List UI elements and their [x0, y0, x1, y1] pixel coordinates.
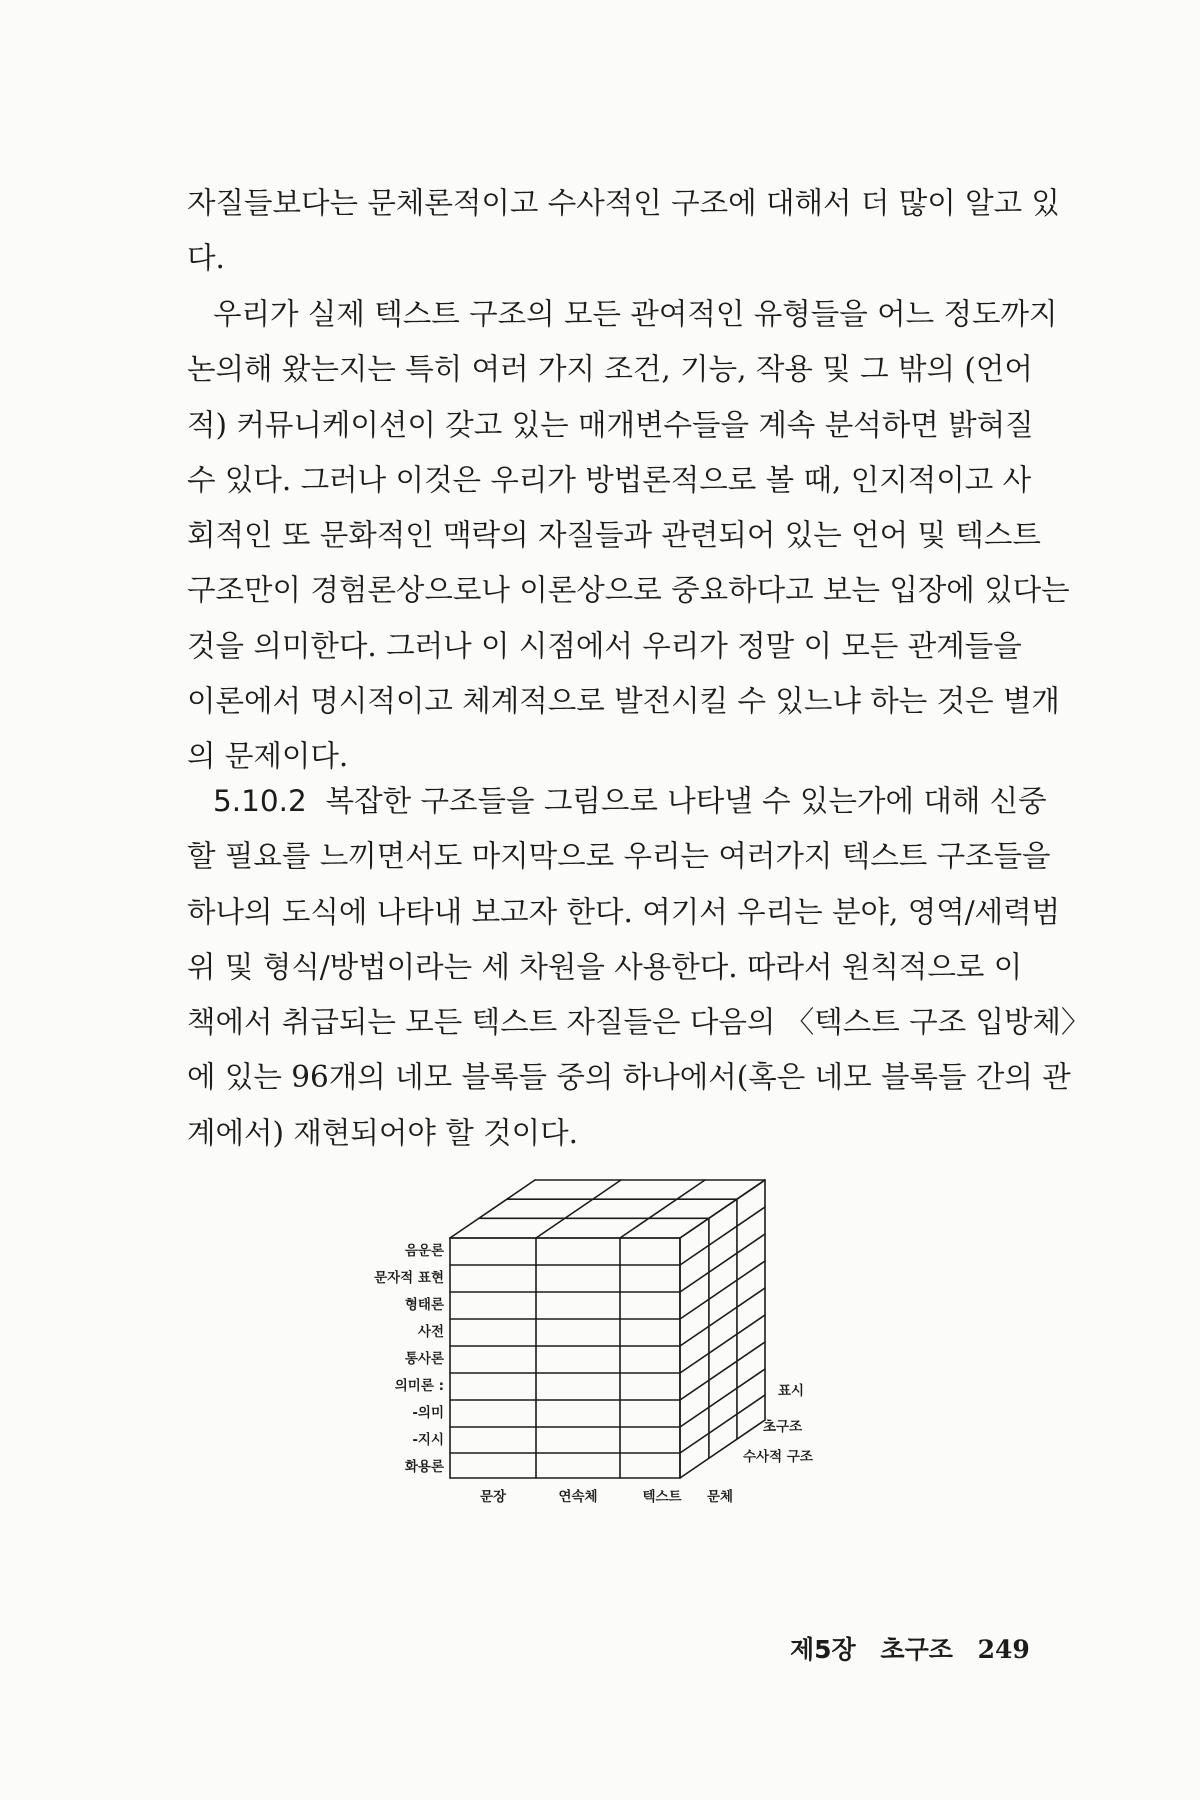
page-footer — [790, 1630, 1030, 1666]
paragraph-top — [187, 176, 1060, 287]
cube-edge — [536, 1180, 621, 1238]
text-line: 의 문제이다. — [187, 739, 349, 774]
row-label: 사전 — [417, 1324, 444, 1340]
row-label: -지시 — [412, 1432, 444, 1448]
cube-edge — [680, 1342, 765, 1400]
cube-edge — [680, 1261, 765, 1319]
text-line: 것을 의미한다. 그러나 이 시점에서 우리가 정말 이 모든 관계들을 — [187, 628, 1022, 663]
text-line: 할 필요를 느끼면서도 마지막으로 우리는 여러가지 텍스트 구조들을 — [187, 839, 1051, 874]
text-line: 우리가 실제 텍스트 구조의 모든 관여적인 유형들을 어느 정도까지 — [213, 297, 1058, 331]
column-label: 문장 — [479, 1489, 507, 1505]
section-first-line-text: 복잡한 구조들을 그림으로 나타낼 수 있는가에 대해 신중 — [325, 784, 1047, 818]
column-label: 연속체 — [558, 1489, 598, 1505]
column-labels — [479, 1488, 733, 1505]
cube-edge — [680, 1369, 765, 1427]
text-structure-cube — [350, 1168, 820, 1508]
chapter-title: 초구조 — [880, 1635, 953, 1664]
section-paragraph — [187, 774, 1091, 1161]
row-labels — [373, 1243, 445, 1475]
section-number: 5.10.2 — [213, 784, 307, 818]
text-line: 위 및 형식/방법이라는 세 차원을 사용한다. 따라서 원칙적으로 이 — [187, 949, 1023, 984]
cube-lines — [450, 1180, 765, 1478]
cube-edge — [450, 1180, 535, 1238]
row-label: 형태론 — [404, 1297, 444, 1313]
text-line: 에 있는 96개의 네모 블록들 중의 하나에서(혹은 네모 블록들 간의 관 — [187, 1060, 1071, 1095]
text-line: 계에서) 재현되어야 할 것이다. — [187, 1115, 578, 1150]
column-label: 문체 — [706, 1489, 734, 1505]
text-line: 수 있다. 그러나 이것은 우리가 방법론적으로 볼 때, 인지적이고 사 — [187, 462, 1032, 497]
row-label: -의미 — [412, 1405, 444, 1421]
row-label: 의미론 : — [394, 1378, 444, 1394]
depth-label: 수사적 구조 — [743, 1449, 813, 1465]
text-line: 책에서 취급되는 모든 텍스트 자질들은 다음의 〈텍스트 구조 입방체〉 — [187, 1005, 1091, 1040]
section-first-line — [187, 774, 1047, 829]
cube-edge — [680, 1288, 765, 1346]
text-line: 논의해 왔는지는 특히 여러 가지 조건, 기능, 작용 및 그 밖의 (언어 — [187, 352, 1033, 387]
paragraph-middle — [187, 287, 1070, 785]
text-line: 회적인 또 문화적인 맥락의 자질들과 관련되어 있는 언어 및 텍스트 — [187, 518, 1041, 553]
text-line: 하나의 도식에 나타내 보고자 한다. 여기서 우리는 분야, 영역/세력범 — [187, 894, 1061, 929]
row-label: 문자적 표현 — [374, 1270, 444, 1286]
cube-edge — [680, 1234, 765, 1292]
text-line: 자질들보다는 문체론적이고 수사적인 구조에 대해서 더 많이 알고 있 — [187, 186, 1060, 220]
row-label: 화용론 — [404, 1459, 444, 1475]
depth-label: 표시 — [778, 1383, 805, 1399]
cube-edge — [680, 1315, 765, 1373]
chapter-label: 제5장 — [790, 1635, 856, 1664]
column-label: 텍스트 — [642, 1489, 682, 1505]
page-number: 249 — [977, 1635, 1030, 1664]
text-line: 이론에서 명시적이고 체계적으로 발전시킬 수 있느냐 하는 것은 별개 — [187, 684, 1060, 719]
depth-labels — [742, 1383, 814, 1465]
text-line: 다. — [187, 241, 225, 276]
row-label: 통사론 — [404, 1351, 444, 1367]
depth-label: 초구조 — [763, 1419, 803, 1435]
cube-edge — [680, 1207, 765, 1265]
cube-edge — [680, 1395, 765, 1453]
text-line: 적) 커뮤니케이션이 갖고 있는 매개변수들을 계속 분석하면 밝혀질 — [187, 407, 1034, 442]
row-label: 음운론 — [404, 1243, 444, 1259]
text-line: 구조만이 경험론상으로나 이론상으로 중요하다고 보는 입장에 있다는 — [187, 573, 1070, 608]
